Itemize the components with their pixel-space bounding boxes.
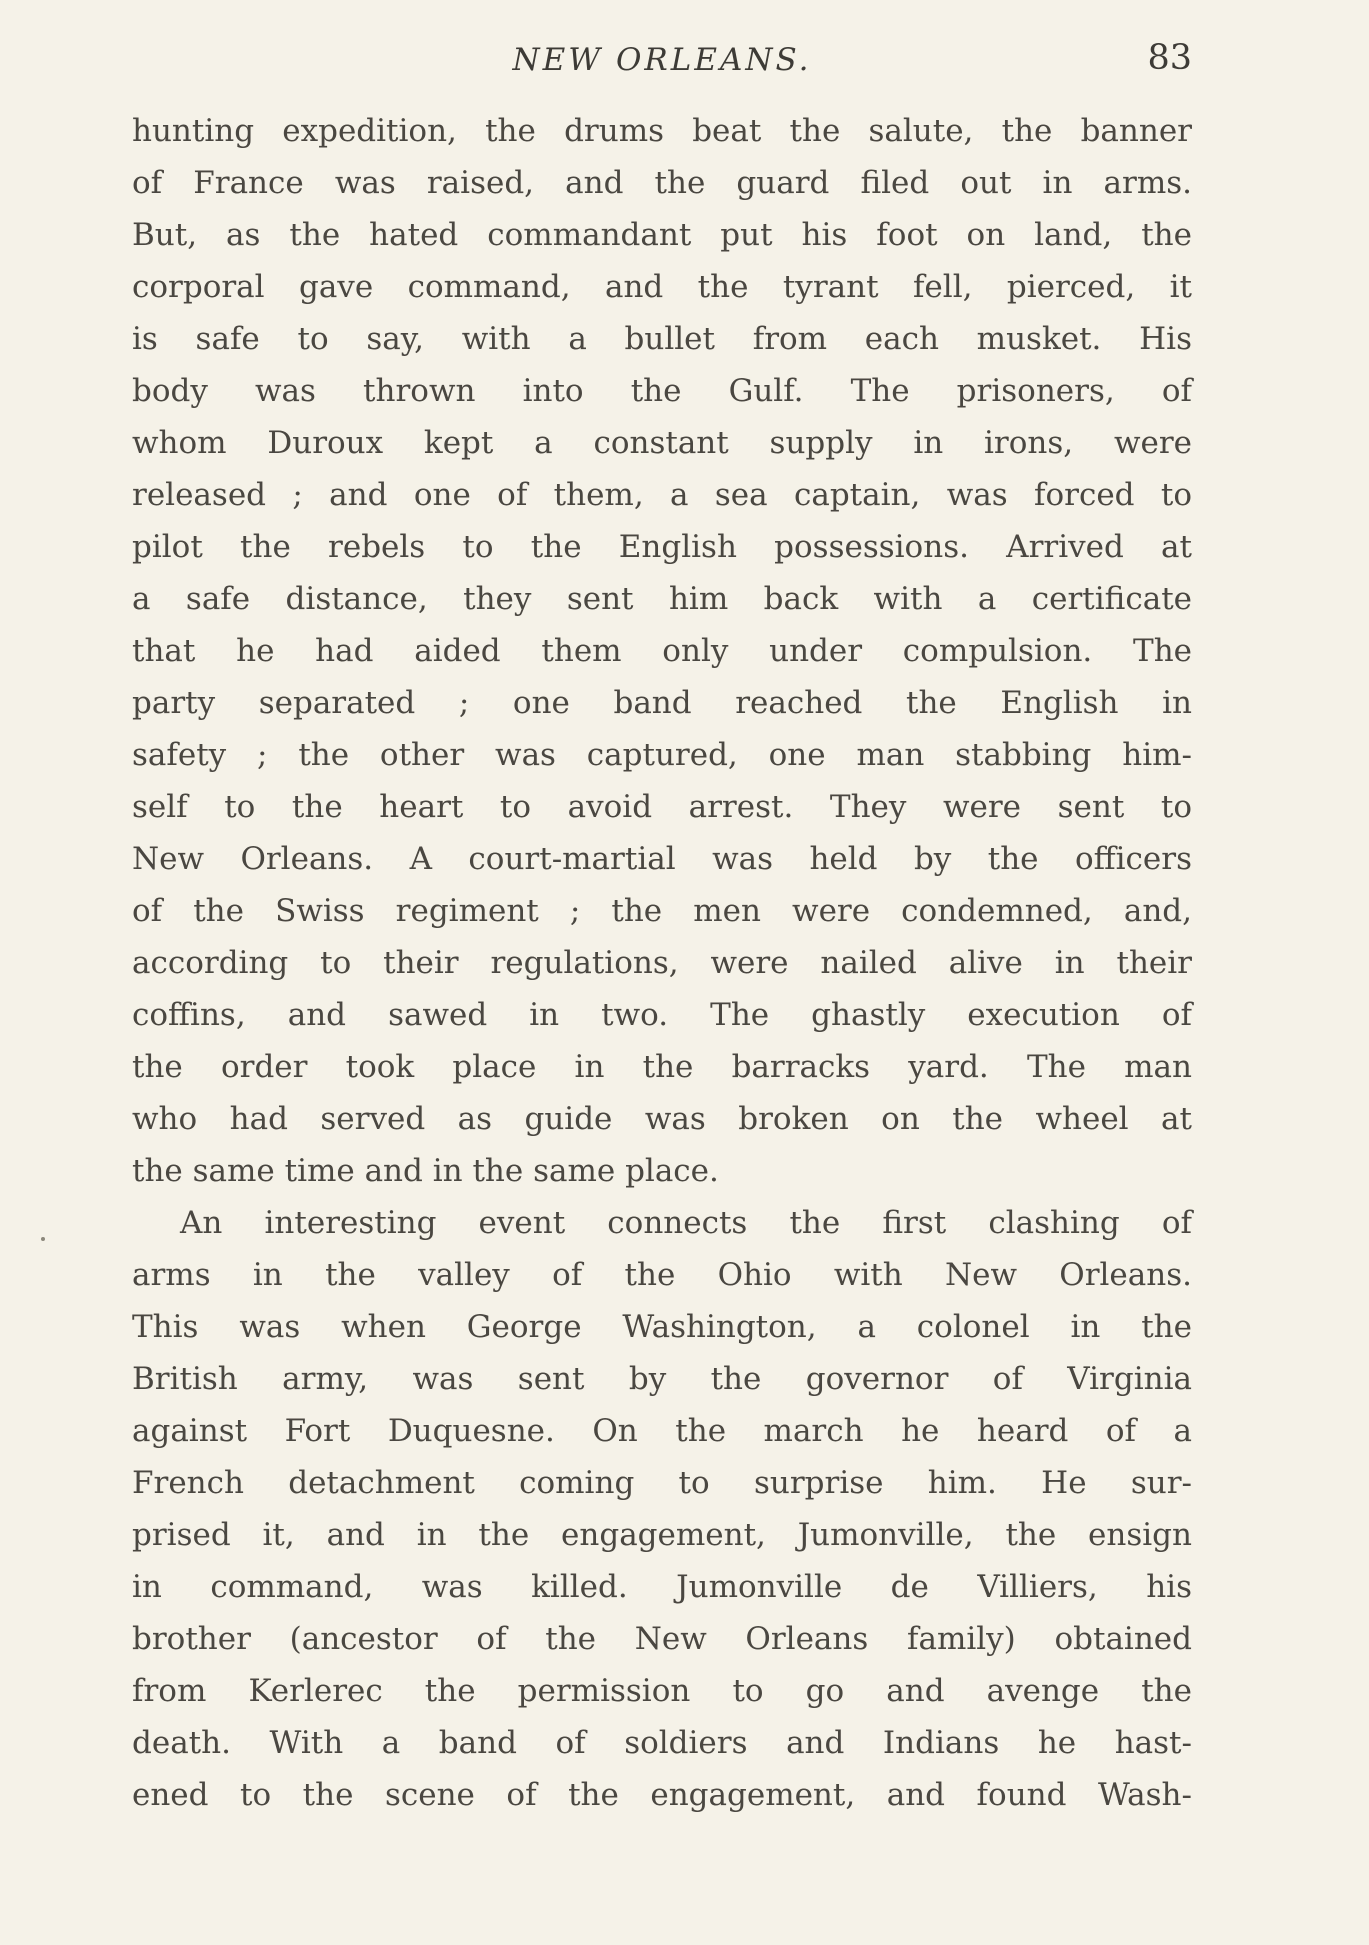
text-line: from Kerlerec the permission to go and avenge the [132,1673,1192,1709]
body-text [132,105,1192,1821]
text-line: coffins, and sawed in two. The ghastly execution of [132,997,1192,1033]
text-line: the order took place in the barracks yard. The man [132,1049,1192,1085]
text-line: party separated ; one band reached the English in [132,685,1192,721]
text-line: An interesting event connects the first clashing of [180,1205,1192,1241]
text-line: safety ; the other was captured, one man stabbing him- [132,737,1192,773]
text-line: released ; and one of them, a sea captain, was forced to [132,477,1192,513]
text-line: of the Swiss regiment ; the men were condemned, and, [132,893,1192,929]
paper-speck [41,1237,45,1241]
text-line: is safe to say, with a bullet from each musket. His [132,321,1192,357]
text-line: whom Duroux kept a constant supply in irons, were [132,425,1192,461]
paragraph-2 [132,1197,1192,1821]
text-line: death. With a band of soldiers and Indians he hast- [132,1725,1192,1761]
text-line: a safe distance, they sent him back with a certificate [132,581,1192,617]
text-line: arms in the valley of the Ohio with New Orleans. [132,1257,1192,1293]
paragraph-1 [132,105,1192,1197]
text-line: according to their regulations, were nailed alive in their [132,945,1192,981]
text-line: corporal gave command, and the tyrant fell, pierced, it [132,269,1192,305]
text-line: ened to the scene of the engagement, and found Wash- [132,1777,1192,1813]
text-line: This was when George Washington, a colonel in the [132,1309,1192,1345]
text-line: French detachment coming to surprise him. He sur- [132,1465,1192,1501]
running-title: NEW ORLEANS. [512,42,812,78]
text-line: who had served as guide was broken on the wheel at [132,1101,1192,1137]
text-line: body was thrown into the Gulf. The prisoners, of [132,373,1192,409]
text-line: British army, was sent by the governor of Virginia [132,1361,1192,1397]
text-line: self to the heart to avoid arrest. They were sent to [132,789,1192,825]
running-header [132,38,1192,88]
text-line: New Orleans. A court-martial was held by the officers [132,841,1192,877]
text-line: in command, was killed. Jumonville de Villiers, his [132,1569,1192,1605]
text-line: brother (ancestor of the New Orleans family) obtained [132,1621,1192,1657]
page-number: 83 [1147,38,1192,78]
text-line: that he had aided them only under compulsion. The [132,633,1192,669]
text-line: of France was raised, and the guard filed out in arms. [132,165,1192,201]
text-line: against Fort Duquesne. On the march he heard of a [132,1413,1192,1449]
text-line: the same time and in the same place. [132,1153,719,1189]
text-line: But, as the hated commandant put his foot on land, the [132,217,1192,253]
text-line: prised it, and in the engagement, Jumonville, the ensign [132,1517,1192,1553]
text-line: hunting expedition, the drums beat the salute, the banner [132,113,1192,149]
text-line: pilot the rebels to the English possessions. Arrived at [132,529,1192,565]
